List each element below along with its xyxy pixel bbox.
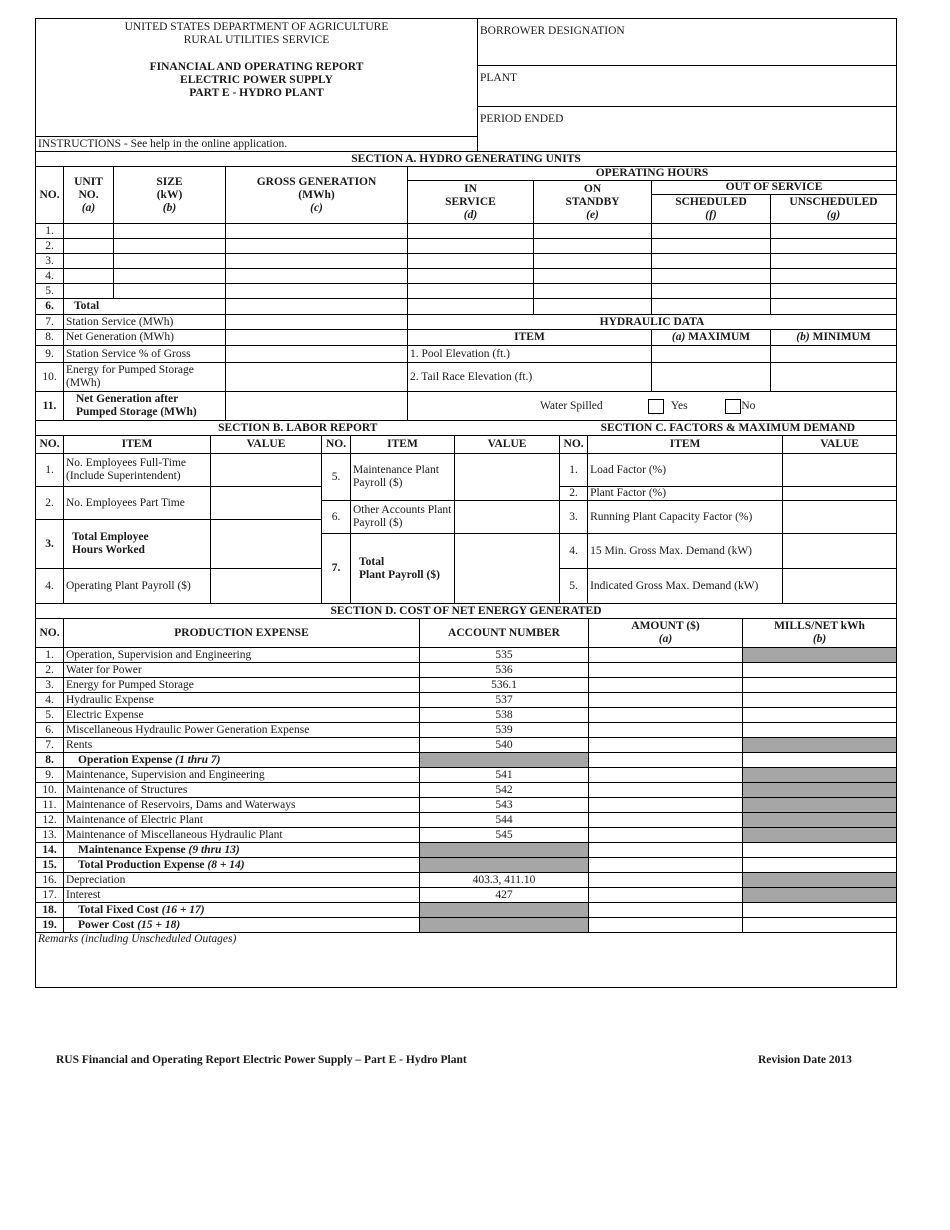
factor-value-3[interactable] (783, 501, 897, 534)
section-a-title: SECTION A. HYDRO GENERATING UNITS (36, 152, 897, 167)
account-number: 544 (420, 813, 589, 828)
mills-cell (743, 783, 897, 798)
account-number: 403.3, 411.10 (420, 873, 589, 888)
station-service-label: Station Service (MWh) (64, 315, 226, 330)
footer-revision: Revision Date 2013 (758, 1054, 852, 1066)
unit-cell[interactable] (114, 284, 226, 299)
cost-row: 2. Water for Power 536 (36, 663, 897, 678)
col-mills: MILLS/NET kWh (b) (743, 619, 897, 648)
cost-row: 1. Operation, Supervision and Engineering 535 (36, 648, 897, 663)
amount-cell[interactable] (589, 903, 743, 918)
unit-cell[interactable] (408, 224, 534, 239)
station-service-pct-label: Station Service % of Gross (64, 346, 226, 363)
no-label: No (741, 399, 756, 412)
net-gen-after-pumped-value[interactable] (226, 392, 408, 421)
factor-value-2[interactable] (783, 487, 897, 501)
labor-value-1[interactable] (211, 454, 322, 487)
amount-cell[interactable] (589, 768, 743, 783)
cost-label: Water for Power (64, 663, 420, 678)
col-no: NO. (36, 167, 64, 224)
cost-label: Energy for Pumped Storage (64, 678, 420, 693)
account-number (420, 918, 589, 933)
unit-cell[interactable] (114, 224, 226, 239)
account-number: 538 (420, 708, 589, 723)
section-b-title: SECTION B. LABOR REPORT (36, 421, 560, 436)
cost-label: Maintenance Expense (9 thru 13) (64, 843, 420, 858)
labor-item-4: Operating Plant Payroll ($) (64, 569, 211, 604)
cost-row: 4. Hydraulic Expense 537 (36, 693, 897, 708)
unit-row: 3. (36, 254, 897, 269)
amount-cell[interactable] (589, 678, 743, 693)
section-d-table: SECTION D. COST OF NET ENERGY GENERATED NO. PRODUCTION EXPENSE ACCOUNT NUMBER AMOUNT ($) (a) MILLS/NET kWh (b) 1. Operation, Supervision and Engineering 535 2. Water for Power 536 3. Energy for Pumped Storage 536.1 4. Hydraulic Expense 537 5. Electric Expense 538 6. Miscellaneous Hydraulic Power Generation Expense 539 7. Rents 540 8. Operation Expense (1 thru 7) 9. Maintenance, Supervision and Engineering 541 10. Maintenance of Structures 542 11. Maintenance of Reservoirs, Dams and Waterways 543 12. Maintenance of Electric Plant 544 13. Maintenance of Miscellaneous Hydraulic Plant 545 14. Maintenance Expense (9 thru 13) 15. Total Production Expense (8 + 14) 16. Depreciation 403.3, 411.10 17. Interest 427 18. Total Fixed Cost (16 + 17) 19. Power Cost (15 + 18) Remarks (including Unscheduled Outages) (35, 603, 897, 988)
unit-cell[interactable] (408, 284, 534, 299)
remarks-field[interactable]: Remarks (including Unscheduled Outages) (36, 933, 897, 988)
amount-cell[interactable] (589, 708, 743, 723)
cost-row: 16. Depreciation 403.3, 411.10 (36, 873, 897, 888)
hydro-plant-form (35, 18, 896, 988)
total-row: 6. Total (36, 299, 897, 315)
mills-cell (743, 813, 897, 828)
mills-cell[interactable] (743, 903, 897, 918)
yes-label: Yes (670, 399, 688, 412)
hydraulic-data-title: HYDRAULIC DATA (408, 315, 897, 330)
amount-cell[interactable] (589, 858, 743, 873)
unit-cell[interactable] (771, 254, 897, 269)
period-ended-field[interactable] (478, 107, 897, 152)
mills-cell[interactable] (743, 858, 897, 873)
cost-row: 6. Miscellaneous Hydraulic Power Generation Expense 539 (36, 723, 897, 738)
cost-label: Maintenance of Miscellaneous Hydraulic Plant (64, 828, 420, 843)
cost-label: Electric Expense (64, 708, 420, 723)
form-title-3: PART E - HYDRO PLANT (189, 87, 324, 99)
unit-row: 4. (36, 269, 897, 284)
col-unit-no: UNIT NO. (a) (64, 167, 114, 224)
no-checkbox[interactable] (725, 399, 741, 414)
cost-row: 17. Interest 427 (36, 888, 897, 903)
cost-row: 13. Maintenance of Miscellaneous Hydraulic Plant 545 (36, 828, 897, 843)
cost-label: Interest (64, 888, 420, 903)
section-d-title: SECTION D. COST OF NET ENERGY GENERATED (36, 604, 897, 619)
amount-cell[interactable] (589, 723, 743, 738)
cost-label: Power Cost (15 + 18) (64, 918, 420, 933)
operating-hours-header: OPERATING HOURS (408, 167, 897, 181)
footer-title: RUS Financial and Operating Report Electric Power Supply – Part E - Hydro Plant (56, 1054, 467, 1066)
mills-cell (743, 768, 897, 783)
form-header (35, 18, 897, 152)
amount-cell[interactable] (589, 663, 743, 678)
unit-cell[interactable] (226, 284, 408, 299)
account-number: 427 (420, 888, 589, 903)
cost-row: 7. Rents 540 (36, 738, 897, 753)
cost-row: 12. Maintenance of Electric Plant 544 (36, 813, 897, 828)
factor-item-4: 15 Min. Gross Max. Demand (kW) (588, 534, 783, 569)
mills-cell (743, 648, 897, 663)
mills-cell[interactable] (743, 753, 897, 768)
pool-elevation-label: 1. Pool Elevation (ft.) (408, 346, 652, 363)
factor-value-5[interactable] (783, 569, 897, 604)
labor-item-6: Other Accounts Plant Payroll ($) (351, 501, 455, 534)
amount-cell[interactable] (589, 888, 743, 903)
agency-line-2: RURAL UTILITIES SERVICE (183, 34, 330, 46)
unit-cell[interactable] (64, 254, 114, 269)
factor-item-3: Running Plant Capacity Factor (%) (588, 501, 783, 534)
amount-cell[interactable] (589, 738, 743, 753)
col-unscheduled: UNSCHEDULED (g) (771, 195, 897, 224)
labor-value-5[interactable] (455, 454, 560, 501)
unit-cell[interactable] (64, 284, 114, 299)
unit-row: 1. (36, 224, 897, 239)
pool-elevation-min[interactable] (771, 346, 897, 363)
factor-value-4[interactable] (783, 534, 897, 569)
mills-cell[interactable] (743, 693, 897, 708)
unit-cell[interactable] (408, 254, 534, 269)
factor-item-2: Plant Factor (%) (588, 487, 783, 501)
form-title-2: ELECTRIC POWER SUPPLY (180, 74, 333, 86)
cost-label: Maintenance of Structures (64, 783, 420, 798)
labor-item-2: No. Employees Part Time (64, 487, 211, 520)
col-on-standby: ON STANDBY (e) (534, 181, 652, 224)
unit-cell[interactable] (652, 284, 771, 299)
cost-row: 14. Maintenance Expense (9 thru 13) (36, 843, 897, 858)
hydraulic-min-header: (b) MINIMUM (771, 330, 897, 346)
cost-row: 15. Total Production Expense (8 + 14) (36, 858, 897, 873)
account-number: 536.1 (420, 678, 589, 693)
unit-cell[interactable] (771, 269, 897, 284)
mills-cell[interactable] (743, 843, 897, 858)
account-number: 536 (420, 663, 589, 678)
station-service-pct-value[interactable] (226, 346, 408, 363)
instructions: INSTRUCTIONS - See help in the online application. (36, 137, 478, 152)
borrower-designation-field[interactable] (478, 19, 897, 66)
account-number: 542 (420, 783, 589, 798)
unit-cell[interactable] (226, 269, 408, 284)
labor-value-3[interactable] (211, 520, 322, 569)
unit-cell[interactable] (652, 224, 771, 239)
cost-label: Operation, Supervision and Engineering (64, 648, 420, 663)
water-spilled-row (408, 392, 897, 421)
out-of-service-header: OUT OF SERVICE (652, 181, 897, 195)
unit-cell[interactable] (114, 239, 226, 254)
cost-label: Total Production Expense (8 + 14) (64, 858, 420, 873)
cost-row: 18. Total Fixed Cost (16 + 17) (36, 903, 897, 918)
labor-value-7[interactable] (455, 534, 560, 604)
cost-row: 3. Energy for Pumped Storage 536.1 (36, 678, 897, 693)
tail-race-max[interactable] (652, 363, 771, 392)
unit-cell[interactable] (408, 239, 534, 254)
tail-race-label: 2. Tail Race Elevation (ft.) (408, 363, 652, 392)
unit-cell[interactable] (226, 224, 408, 239)
unit-cell[interactable] (771, 224, 897, 239)
cost-row: 11. Maintenance of Reservoirs, Dams and Waterways 543 (36, 798, 897, 813)
unit-cell[interactable] (64, 239, 114, 254)
cost-label: Operation Expense (1 thru 7) (64, 753, 420, 768)
amount-cell[interactable] (589, 783, 743, 798)
unit-cell[interactable] (64, 224, 114, 239)
tail-race-min[interactable] (771, 363, 897, 392)
amount-cell[interactable] (589, 873, 743, 888)
amount-cell[interactable] (589, 693, 743, 708)
labor-value-4[interactable] (211, 569, 322, 604)
labor-item-3: Total Employee Hours Worked (64, 520, 211, 569)
col-size: SIZE (kW) (b) (114, 167, 226, 224)
account-number: 541 (420, 768, 589, 783)
mills-cell[interactable] (743, 663, 897, 678)
mills-cell (743, 798, 897, 813)
unit-cell[interactable] (534, 284, 652, 299)
account-number: 535 (420, 648, 589, 663)
amount-cell[interactable] (589, 918, 743, 933)
yes-checkbox[interactable] (648, 399, 664, 414)
net-generation-label: Net Generation (MWh) (64, 330, 226, 346)
hydraulic-item-header: ITEM (408, 330, 652, 346)
account-number: 543 (420, 798, 589, 813)
cost-label: Depreciation (64, 873, 420, 888)
factor-item-5: Indicated Gross Max. Demand (kW) (588, 569, 783, 604)
mills-cell[interactable] (743, 723, 897, 738)
mills-cell[interactable] (743, 678, 897, 693)
unit-cell[interactable] (226, 239, 408, 254)
col-account-number: ACCOUNT NUMBER (420, 619, 589, 648)
labor-value-2[interactable] (211, 487, 322, 520)
factor-value-1[interactable] (783, 454, 897, 487)
mills-cell[interactable] (743, 708, 897, 723)
mills-cell (743, 828, 897, 843)
account-number: 545 (420, 828, 589, 843)
labor-value-6[interactable] (455, 501, 560, 534)
section-bc-table: SECTION B. LABOR REPORT SECTION C. FACTORS & MAXIMUM DEMAND NO. ITEM VALUE NO. ITEM VALUE NO. ITEM VALUE 1. No. Employees Full-Time (Include Superintendent) 5. Maintenance Plant Payroll ($) 1. Load Factor (%) 2. Plant Factor (%) 2. No. Employees Part Time 6. Other Accounts Plant Payroll ($) 3. Running Plant Capacity Factor (%) 3. Total Employee Hours Worked 4. 15 Min. Gross Max. Demand (kW) 7. Total Plant Payroll ($) 5. Indicated Gross Max. Demand (kW) 4. Operating Plant Payroll ($) (35, 420, 897, 604)
unit-cell[interactable] (64, 269, 114, 284)
unit-cell[interactable] (226, 254, 408, 269)
borrower-label: BORROWER DESIGNATION (480, 25, 625, 37)
agency-title-block (36, 19, 478, 137)
cost-row: 9. Maintenance, Supervision and Engineering 541 (36, 768, 897, 783)
plant-label: PLANT (480, 72, 518, 84)
pumped-storage-value[interactable] (226, 363, 408, 392)
cost-label: Maintenance of Electric Plant (64, 813, 420, 828)
net-generation-value[interactable] (226, 330, 408, 346)
section-a-table: SECTION A. HYDRO GENERATING UNITS NO. UNIT NO. (a) SIZE (kW) (b) GROSS GENERATION (MWh) (c) OPERATING HOURS IN SERVICE (d) ON STANDBY (e) OUT OF SERVICE SCHEDULED (f) UNSCHEDULED (g) 1. 2. 3. 4. 5. 6. Total 7. Station Service (MWh) HYDRAULIC DATA 8. Net Generation (MWh) ITEM (a) MAXIMUM (b) MINIMUM 9. Station Service % of Gross 1. Pool Elevation (ft.) 10. Energy for Pumped Storage (MWh) 2. Tail Race Elevation (ft.) 11. Net Generation after Pumped Storage (MWh) Water Spilled Yes No (35, 151, 897, 421)
account-number: 540 (420, 738, 589, 753)
factor-item-1: Load Factor (%) (588, 454, 783, 487)
account-number (420, 843, 589, 858)
labor-item-5: Maintenance Plant Payroll ($) (351, 454, 455, 501)
cost-label: Hydraulic Expense (64, 693, 420, 708)
cost-row: 10. Maintenance of Structures 542 (36, 783, 897, 798)
unit-cell[interactable] (771, 284, 897, 299)
unit-cell[interactable] (408, 269, 534, 284)
unit-cell[interactable] (534, 254, 652, 269)
col-gross-generation: GROSS GENERATION (MWh) (c) (226, 167, 408, 224)
cost-label: Maintenance, Supervision and Engineering (64, 768, 420, 783)
unit-cell[interactable] (114, 254, 226, 269)
col-scheduled: SCHEDULED (f) (652, 195, 771, 224)
hydraulic-max-header: (a) MAXIMUM (652, 330, 771, 346)
amount-cell[interactable] (589, 828, 743, 843)
unit-cell[interactable] (534, 269, 652, 284)
account-number (420, 858, 589, 873)
agency-line-1: UNITED STATES DEPARTMENT OF AGRICULTURE (124, 21, 389, 33)
mills-cell (743, 738, 897, 753)
unit-cell[interactable] (534, 239, 652, 254)
col-in-service: IN SERVICE (d) (408, 181, 534, 224)
cost-label: Rents (64, 738, 420, 753)
unit-row: 2. (36, 239, 897, 254)
cost-row: 8. Operation Expense (1 thru 7) (36, 753, 897, 768)
labor-item-7: Total Plant Payroll ($) (351, 534, 455, 604)
period-label: PERIOD ENDED (480, 113, 564, 125)
col-production-expense: PRODUCTION EXPENSE (64, 619, 420, 648)
pool-elevation-max[interactable] (652, 346, 771, 363)
unit-cell[interactable] (114, 269, 226, 284)
unit-cell[interactable] (652, 269, 771, 284)
amount-cell[interactable] (589, 798, 743, 813)
amount-cell[interactable] (589, 843, 743, 858)
cost-row: 19. Power Cost (15 + 18) (36, 918, 897, 933)
unit-cell[interactable] (771, 239, 897, 254)
labor-item-1: No. Employees Full-Time (Include Superintendent) (64, 454, 211, 487)
account-number: 537 (420, 693, 589, 708)
account-number (420, 903, 589, 918)
pumped-storage-label: Energy for Pumped Storage (MWh) (64, 363, 226, 392)
cost-label: Total Fixed Cost (16 + 17) (64, 903, 420, 918)
mills-cell (743, 873, 897, 888)
cost-label: Miscellaneous Hydraulic Power Generation Expense (64, 723, 420, 738)
amount-cell[interactable] (589, 813, 743, 828)
amount-cell[interactable] (589, 753, 743, 768)
plant-field[interactable] (478, 66, 897, 107)
cost-label: Maintenance of Reservoirs, Dams and Waterways (64, 798, 420, 813)
amount-cell[interactable] (589, 648, 743, 663)
water-spilled-label: Water Spilled (540, 399, 603, 412)
account-number (420, 753, 589, 768)
unit-row: 5. (36, 284, 897, 299)
unit-cell[interactable] (534, 224, 652, 239)
net-gen-after-pumped-label: Net Generation after Pumped Storage (MWh) (64, 392, 226, 421)
cost-row: 5. Electric Expense 538 (36, 708, 897, 723)
mills-cell[interactable] (743, 918, 897, 933)
form-title-1: FINANCIAL AND OPERATING REPORT (149, 61, 364, 73)
section-c-title: SECTION C. FACTORS & MAXIMUM DEMAND (560, 421, 897, 436)
mills-cell (743, 888, 897, 903)
account-number: 539 (420, 723, 589, 738)
station-service-value[interactable] (226, 315, 408, 330)
unit-cell[interactable] (652, 239, 771, 254)
unit-cell[interactable] (652, 254, 771, 269)
col-amount: AMOUNT ($) (a) (589, 619, 743, 648)
